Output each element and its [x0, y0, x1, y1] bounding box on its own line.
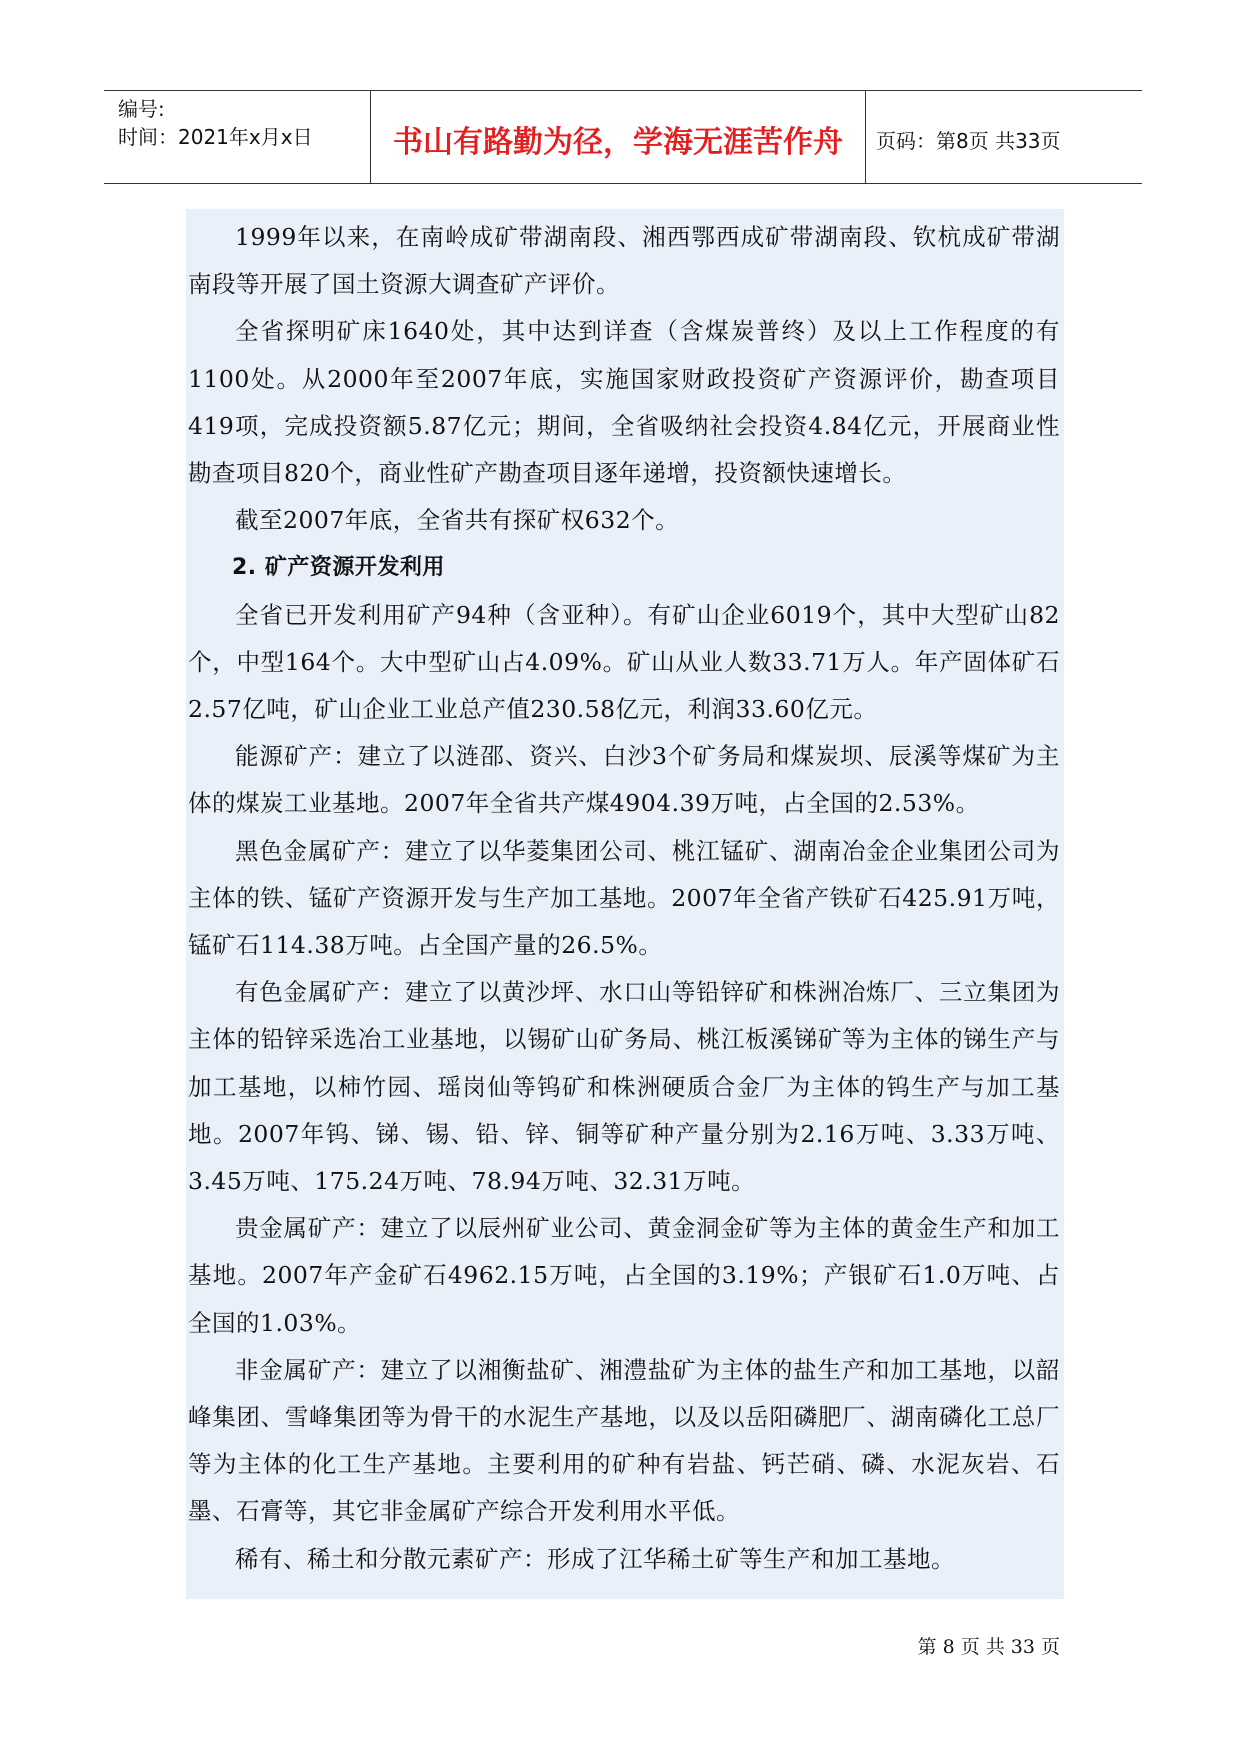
- section-heading: 2. 矿产资源开发利用: [232, 555, 445, 581]
- paragraph: 有色金属矿产：建立了以黄沙坪、水口山等铅锌矿和株洲冶炼厂、三立集团为主体的铅锌采选冶工业基地，以锡矿山矿务局、桃江板溪锑矿等为主体的锑生产与加工基地，以柿竹园、瑶岗仙等钨矿和株洲硬质合金厂为主体的钨生产与加工基地。2007年钨、锑、锡、铅、锌、铜等矿种产量分别为2.16万吨、3.33万吨、3.45万吨、175.24万吨、78.94万吨、32.31万吨。: [188, 978, 1060, 1196]
- date-label: 时间：2021年x月x日: [118, 125, 313, 149]
- paragraph: 能源矿产：建立了以涟邵、资兴、白沙3个矿务局和煤炭坝、辰溪等煤矿为主体的煤炭工业基地。2007年全省共产煤4904.39万吨，占全国的2.53%。: [188, 742, 1060, 818]
- header-motto-cell: [370, 91, 866, 183]
- paragraph: 黑色金属矿产：建立了以华菱集团公司、桃江锰矿、湖南冶金企业集团公司为主体的铁、锰矿产资源开发与生产加工基地。2007年全省产铁矿石425.91万吨，锰矿石114.38万吨。占全国产量的26.5%。: [188, 836, 1060, 960]
- header-motto: 书山有路勤为径，学海无涯苦作舟: [393, 125, 843, 160]
- page-header: [104, 90, 1142, 184]
- paragraph: 1999年以来，在南岭成矿带湖南段、湘西鄂西成矿带湖南段、钦杭成矿带湖南段等开展了国土资源大调查矿产评价。: [188, 223, 1060, 299]
- paragraph: 截至2007年底，全省共有探矿权632个。: [235, 506, 680, 535]
- serial-number-label: 编号:: [118, 97, 165, 121]
- document-body: [188, 214, 1060, 1583]
- paragraph: 全省探明矿床1640处，其中达到详查（含煤炭普终）及以上工作程度的有1100处。从2000年至2007年底，实施国家财政投资矿产资源评价，勘查项目419项，完成投资额5.87亿元；期间，全省吸纳社会投资4.84亿元，开展商业性勘查项目820个，商业性矿产勘查项目逐年递增，投资额快速增长。: [188, 317, 1060, 488]
- header-page-cell: [866, 91, 1142, 183]
- paragraph: 非金属矿产：建立了以湘衡盐矿、湘澧盐矿为主体的盐生产和加工基地，以韶峰集团、雪峰集团等为骨干的水泥生产基地，以及以岳阳磷肥厂、湖南磷化工总厂等为主体的化工生产基地。主要利用的矿种有岩盐、钙芒硝、磷、水泥灰岩、石墨、石膏等，其它非金属矿产综合开发利用水平低。: [188, 1355, 1060, 1526]
- paragraph: 贵金属矿产：建立了以辰州矿业公司、黄金洞金矿等为主体的黄金生产和加工基地。2007年产金矿石4962.15万吨，占全国的3.19%；产银矿石1.0万吨、占全国的1.03%。: [188, 1214, 1060, 1337]
- header-info-cell: [104, 91, 370, 183]
- paragraph: 稀有、稀土和分散元素矿产：形成了江华稀土矿等生产和加工基地。: [235, 1544, 955, 1573]
- paragraph: 全省已开发利用矿产94种（含亚种）。有矿山企业6019个，其中大型矿山82个，中型164个。大中型矿山占4.09%。矿山从业人数33.71万人。年产固体矿石2.57亿吨，矿山企业工业总产值230.58亿元，利润33.60亿元。: [188, 600, 1060, 724]
- page-footer: 第 8 页 共 33 页: [917, 1636, 1060, 1658]
- header-page-number: 页码：第8页 共33页: [876, 129, 1061, 153]
